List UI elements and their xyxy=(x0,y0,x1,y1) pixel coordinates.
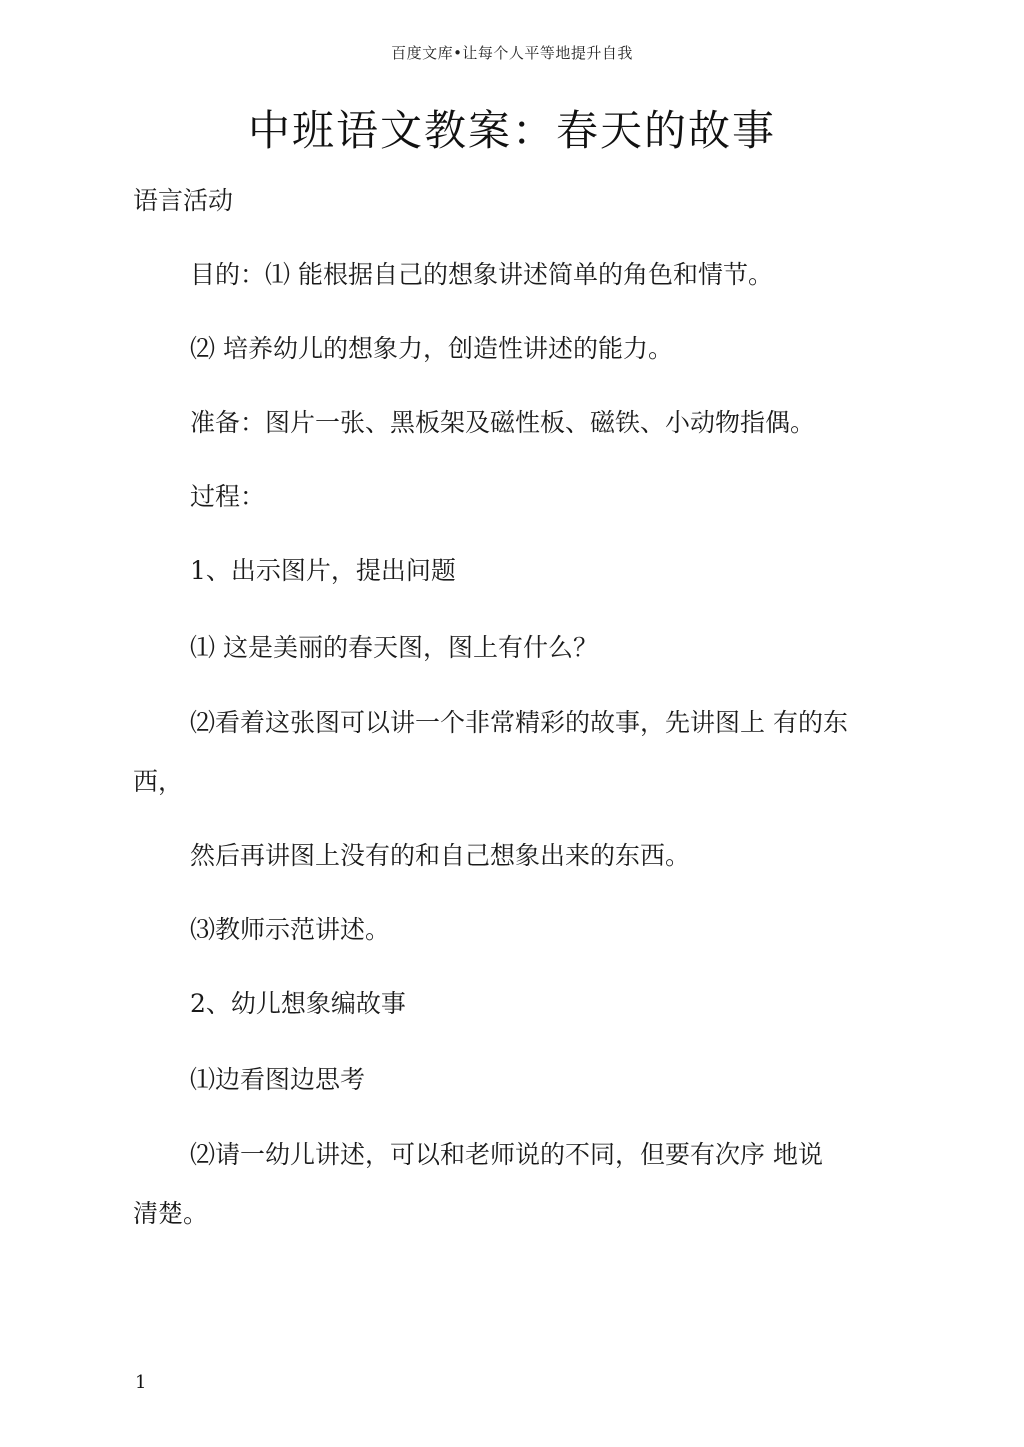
paragraph-preparation: 准备：图片一张、黑板架及磁性板、磁铁、小动物指偶。 xyxy=(190,408,816,437)
section-heading: 语言活动 xyxy=(133,186,234,215)
paragraph-step-1-1: ⑴ 这是美丽的春天图，图上有什么？ xyxy=(190,633,598,662)
paragraph-step-2-2-continued: 清楚。 xyxy=(133,1199,209,1228)
paragraph-step-2: 2、幼儿想象编故事 xyxy=(190,989,406,1018)
paragraph-step-1-2-detail: 然后再讲图上没有的和自己想象出来的东西。 xyxy=(190,841,691,870)
paragraph-goal-2: ⑵ 培养幼儿的想象力，创造性讲述的能力。 xyxy=(190,334,673,363)
paragraph-step-2-1: ⑴边看图边思考 xyxy=(190,1065,366,1094)
paragraph-step-1-2-continued: 西， xyxy=(133,767,184,796)
paragraph-process-heading: 过程： xyxy=(190,482,266,511)
paragraph-step-1-2: ⑵看着这张图可以讲一个非常精彩的故事，先讲图上 有的东 xyxy=(190,708,848,737)
page-header: 百度文库•让每个人平等地提升自我 xyxy=(391,44,633,62)
paragraph-step-2-2: ⑵请一幼儿讲述，可以和老师说的不同，但要有次序 地说 xyxy=(190,1140,823,1169)
page-number: 1 xyxy=(135,1372,147,1393)
document-title: 中班语文教案：春天的故事 xyxy=(247,106,776,155)
paragraph-step-1: 1、出示图片，提出问题 xyxy=(190,556,456,585)
paragraph-step-1-3: ⑶教师示范讲述。 xyxy=(190,915,391,944)
paragraph-goal-1: 目的：⑴ 能根据自己的想象讲述简单的角色和情节。 xyxy=(190,260,773,289)
